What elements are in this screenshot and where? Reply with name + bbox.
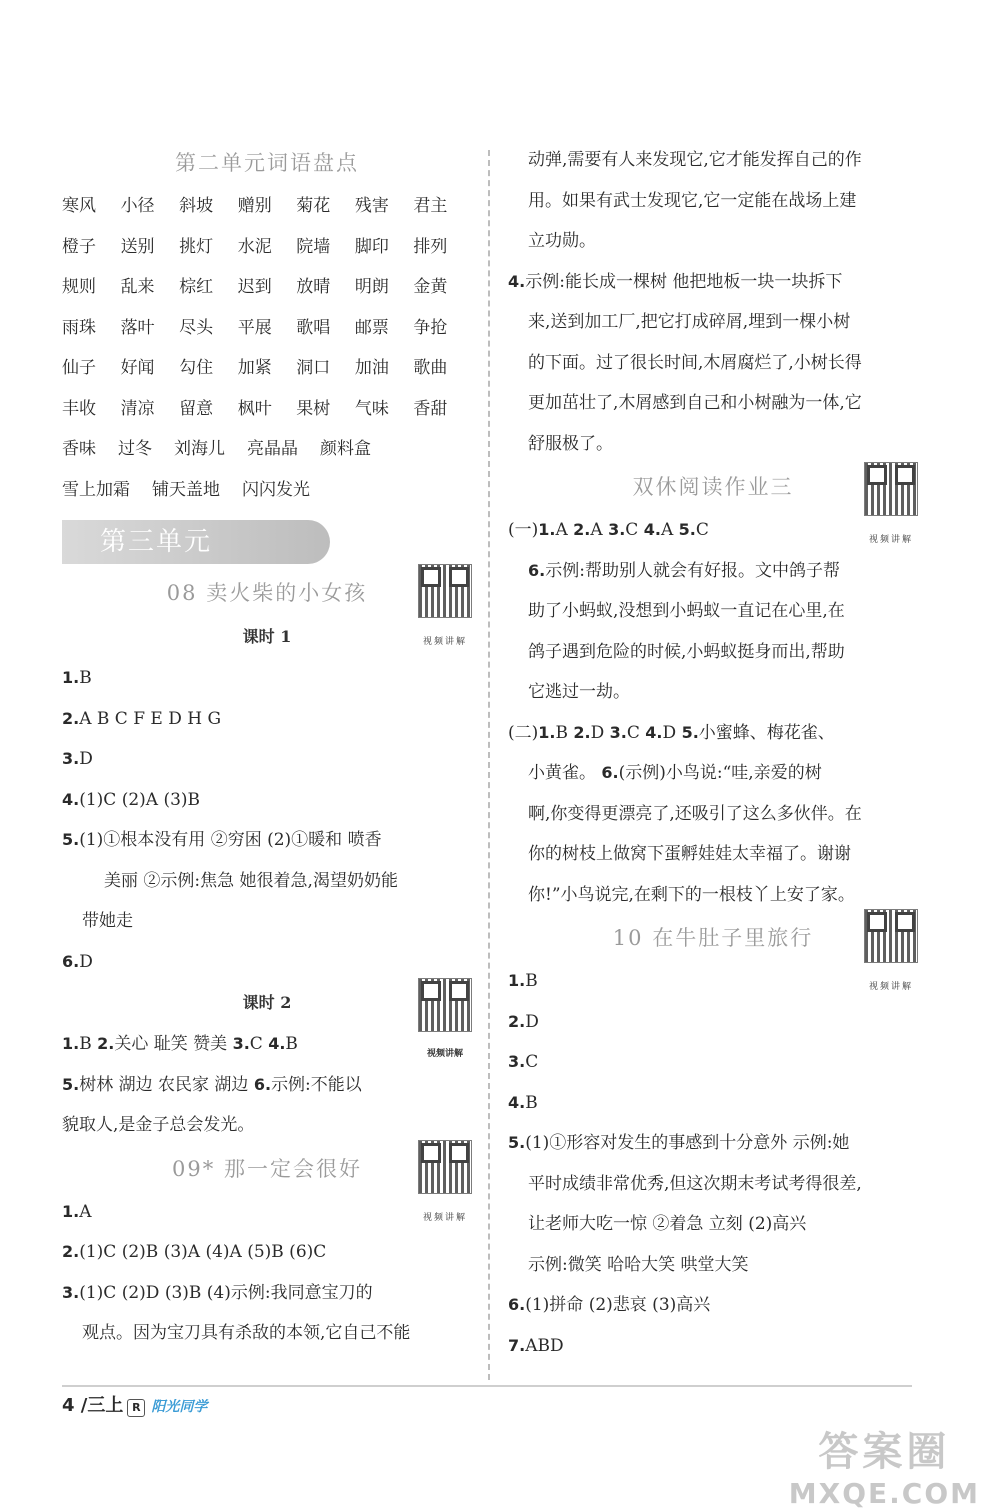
answer-text: (1)①根本没有用 ②穷困 (2)①暖和 喷香 bbox=[79, 830, 382, 850]
answer-number: 2. bbox=[508, 1011, 526, 1031]
vocab-word: 棕红 bbox=[179, 277, 214, 297]
answer-continuation: 啊,你变得更漂亮了,还吸引了这么多伙伴。在 bbox=[528, 803, 862, 824]
vocab-word: 洞口 bbox=[296, 358, 331, 378]
brand-logo: 阳光同学 bbox=[151, 1399, 208, 1415]
answer-continuation: 动弹,需要有人来发现它,它才能发挥自己的作 bbox=[528, 150, 862, 170]
vocab-word: 脚印 bbox=[354, 236, 389, 257]
lesson-title bbox=[508, 915, 918, 992]
answer-continuation: 平时成绩非常优秀,但这次期末考试考得很差, bbox=[528, 1173, 862, 1194]
answer-item bbox=[508, 753, 918, 794]
answer-text: ABD bbox=[525, 1335, 564, 1356]
answer-number: 3. bbox=[62, 749, 80, 768]
answer-text: D bbox=[590, 722, 610, 743]
answer-continuation: 助了小蚂蚁,没想到小蚂蚁一直记在心里,在 bbox=[528, 601, 845, 621]
answer-item bbox=[508, 1123, 918, 1164]
answer-number: 5. bbox=[508, 1133, 526, 1152]
answer-number: 7. bbox=[508, 1335, 526, 1355]
page-number: 4 /三上 bbox=[62, 1395, 124, 1416]
vocab-word: 气味 bbox=[354, 398, 389, 419]
lesson-title-text: 10 在牛肚子里旅行 bbox=[612, 926, 814, 950]
answer-text: C bbox=[249, 1034, 269, 1054]
vocab-word: 争抢 bbox=[413, 317, 448, 338]
vocab-word: 勾住 bbox=[179, 358, 214, 378]
vocab-word: 乱来 bbox=[120, 277, 155, 297]
answer-continuation: 立功勋。 bbox=[528, 231, 596, 251]
answer-text: (1)拼命 (2)悲哀 (3)高兴 bbox=[525, 1295, 711, 1315]
vocab-word: 邮票 bbox=[354, 317, 389, 338]
vocab-word: 迟到 bbox=[237, 277, 272, 297]
answer-number: 6. bbox=[62, 951, 80, 971]
answer-continuation: 美丽 ②示例:焦急 她很着急,渴望奶奶能 bbox=[104, 870, 398, 891]
vocab-word: 铺天盖地 bbox=[152, 479, 220, 500]
answer-number: 4. bbox=[62, 789, 80, 809]
qr-caption: 视频讲解 bbox=[422, 1212, 467, 1223]
vocab-word: 刘海儿 bbox=[174, 439, 225, 459]
vocab-word: 明朗 bbox=[354, 277, 389, 297]
answer-number: 6. bbox=[508, 1295, 526, 1314]
answer-continuation: 带她走 bbox=[82, 911, 133, 931]
answer-number: 2. bbox=[573, 520, 591, 539]
answer-continuation: 观点。因为宝刀具有杀敌的本领,它自己不能 bbox=[82, 1323, 411, 1343]
answer-number: 5. bbox=[678, 520, 696, 539]
answer-text: A bbox=[660, 520, 679, 540]
lesson-title bbox=[62, 1146, 472, 1223]
answer-text: D bbox=[79, 749, 93, 769]
vocab-word: 赠别 bbox=[237, 196, 272, 216]
vocab-word: 亮晶晶 bbox=[247, 439, 298, 459]
vocab-word: 斜坡 bbox=[179, 196, 214, 216]
vocab-word: 留意 bbox=[179, 398, 214, 419]
vocab-word: 果树 bbox=[296, 398, 331, 419]
answer-item bbox=[62, 699, 472, 740]
answer-text: 示例:能长成一棵树 他把地板一块一块拆下 bbox=[525, 271, 843, 292]
vocab-word: 雨珠 bbox=[62, 317, 96, 338]
qr-code-icon bbox=[864, 462, 918, 516]
answer-item bbox=[62, 1232, 472, 1273]
answer-number: 3. bbox=[232, 1034, 250, 1053]
answer-continuation: 它逃过一劫。 bbox=[528, 682, 630, 702]
answer-text: B bbox=[79, 668, 92, 688]
answer-number: 3. bbox=[62, 1282, 80, 1302]
period-title-text: 课时 2 bbox=[242, 993, 292, 1012]
vocab-title: 第二单元词语盘点 bbox=[175, 151, 359, 175]
vocab-word: 枫叶 bbox=[237, 398, 272, 419]
lesson-title-text: 08 卖火柴的小女孩 bbox=[166, 581, 368, 605]
answer-text: 关心 耻笑 赞美 bbox=[114, 1034, 233, 1054]
vocab-word: 院墙 bbox=[296, 236, 331, 257]
answer-text: (1)①形容对发生的事感到十分意外 示例:她 bbox=[525, 1133, 850, 1153]
qr-code[interactable] bbox=[418, 1140, 472, 1241]
answer-item bbox=[508, 1083, 918, 1124]
answer-text: B bbox=[285, 1034, 298, 1054]
answer-number: 4. bbox=[643, 520, 661, 539]
left-column bbox=[62, 140, 472, 1354]
answer-number: 2. bbox=[573, 722, 591, 742]
part-label: (一) bbox=[508, 520, 539, 540]
answer-text: 树林 湖边 农民家 湖边 bbox=[79, 1074, 254, 1095]
answer-text: B bbox=[525, 1092, 538, 1113]
period-title: 课时 1 bbox=[242, 627, 292, 646]
answer-item bbox=[62, 942, 472, 983]
answer-number: 4. bbox=[645, 722, 663, 742]
answer-continuation: 的下面。过了很长时间,木屑腐烂了,小树长得 bbox=[528, 352, 862, 373]
vocab-word: 加紧 bbox=[237, 358, 272, 378]
vocab-word: 过冬 bbox=[118, 439, 152, 459]
answer-number: 3. bbox=[508, 1052, 526, 1071]
answer-list bbox=[62, 658, 472, 861]
vocab-word: 加油 bbox=[354, 358, 389, 378]
answer-number: 4. bbox=[508, 271, 526, 291]
qr-code-icon bbox=[418, 1140, 472, 1194]
vocab-word: 雪上加霜 bbox=[62, 479, 130, 500]
answer-item bbox=[508, 1326, 918, 1367]
qr-code[interactable] bbox=[864, 909, 918, 1010]
vocab-word: 好闻 bbox=[120, 358, 155, 378]
vocab-word: 清凉 bbox=[120, 398, 155, 419]
qr-code-icon bbox=[864, 909, 918, 963]
answer-number: 1. bbox=[62, 668, 80, 687]
answer-number: 1. bbox=[538, 722, 556, 742]
answer-continuation: 貌取人,是金子总会发光。 bbox=[62, 1115, 255, 1135]
vocab-word: 歌唱 bbox=[296, 317, 331, 338]
answer-list bbox=[62, 1192, 472, 1314]
answer-text: A B C F E D H G bbox=[79, 708, 222, 729]
answer-continuation: 鸽子遇到危险的时候,小蚂蚁挺身而出,帮助 bbox=[528, 641, 845, 662]
answer-item bbox=[508, 1002, 918, 1043]
answer-number: 5. bbox=[681, 722, 699, 742]
answer-number: 3. bbox=[609, 722, 627, 742]
vocab-word: 菊花 bbox=[296, 196, 331, 216]
answer-number: 1. bbox=[62, 1201, 80, 1221]
watermark-url: MXQE.COM bbox=[788, 1477, 980, 1510]
answer-continuation: 你的树枝上做窝下蛋孵娃娃太幸福了。谢谢 bbox=[528, 844, 851, 864]
answer-number: 1. bbox=[508, 971, 526, 990]
qr-code-icon bbox=[418, 978, 472, 1032]
vocab-row bbox=[62, 470, 472, 511]
right-column bbox=[508, 140, 918, 1366]
answer-text: A bbox=[590, 520, 609, 540]
vocab-word: 小径 bbox=[120, 196, 155, 216]
vocab-word: 颜料盒 bbox=[320, 439, 371, 459]
answer-item bbox=[508, 713, 918, 754]
answer-text: (示例)小鸟说:“哇,亲爱的树 bbox=[618, 763, 822, 783]
answer-text: C bbox=[695, 520, 709, 540]
vocab-word: 香味 bbox=[62, 439, 96, 459]
answer-continuation: 示例:微笑 哈哈大笑 哄堂大笑 bbox=[528, 1254, 749, 1275]
answer-number: 6. bbox=[528, 560, 546, 580]
qr-caption: 视频讲解 bbox=[868, 535, 913, 545]
answer-number: 1. bbox=[62, 1034, 80, 1053]
edition-badge: R bbox=[127, 1399, 145, 1417]
answer-continuation: 用。如果有武士发现它,它一定能在战场上建 bbox=[528, 190, 857, 211]
qr-code[interactable] bbox=[418, 978, 472, 1075]
vocab-word: 君主 bbox=[413, 196, 448, 216]
answer-item bbox=[508, 961, 918, 1002]
answer-item bbox=[508, 551, 918, 592]
vocab-word: 香甜 bbox=[413, 398, 448, 419]
answer-number: 3. bbox=[608, 520, 626, 539]
answer-item bbox=[62, 739, 472, 780]
answer-number: 2. bbox=[97, 1034, 115, 1053]
answer-item bbox=[62, 658, 472, 699]
answer-text: D bbox=[525, 1011, 539, 1032]
answer-item bbox=[508, 510, 918, 551]
answer-number: 2. bbox=[62, 1242, 80, 1261]
vocab-word: 金黄 bbox=[413, 277, 448, 297]
qr-caption: 视频讲解 bbox=[426, 1049, 463, 1059]
answer-continuation: 让老师大吃一惊 ②着急 立刻 (2)高兴 bbox=[528, 1214, 807, 1234]
part-label: (二) bbox=[508, 722, 539, 743]
vocab-word: 残害 bbox=[354, 196, 389, 216]
answer-text: D bbox=[79, 951, 93, 972]
qr-caption: 视频讲解 bbox=[868, 982, 913, 992]
vocab-word: 仙子 bbox=[62, 358, 96, 378]
answer-text: D bbox=[662, 722, 682, 743]
vocab-row bbox=[62, 429, 472, 470]
lesson-title-text: 09* 那一定会很好 bbox=[172, 1156, 362, 1181]
answer-text: 示例:不能以 bbox=[271, 1074, 362, 1095]
answer-number: 4. bbox=[268, 1034, 286, 1053]
vocab-word: 挑灯 bbox=[179, 236, 214, 257]
answer-continuation: 舒服极了。 bbox=[528, 433, 613, 454]
answer-text: (1)C (2)D (3)B (4)示例:我同意宝刀的 bbox=[79, 1282, 373, 1303]
answer-text: B bbox=[555, 722, 574, 743]
answer-continuation: 更加茁壮了,木屑感到自己和小树融为一体,它 bbox=[528, 393, 862, 413]
answer-number: 6. bbox=[253, 1074, 272, 1094]
answer-item bbox=[62, 780, 472, 821]
answer-item bbox=[62, 1192, 472, 1233]
vocab-word: 尽头 bbox=[179, 317, 214, 338]
answer-item bbox=[508, 262, 918, 303]
watermark-text: 答案圈 bbox=[818, 1429, 951, 1475]
qr-code[interactable] bbox=[864, 462, 918, 563]
vocab-word: 闪闪发光 bbox=[242, 479, 310, 500]
answer-text: B bbox=[525, 971, 538, 991]
site-watermark bbox=[789, 1420, 980, 1510]
answer-continuation: 你!”小鸟说完,在剩下的一根枝丫上安了家。 bbox=[528, 884, 855, 905]
answer-text: (1)C (2)A (3)B bbox=[79, 789, 201, 810]
answer-list bbox=[508, 961, 918, 1164]
vocab-word: 送别 bbox=[120, 236, 155, 257]
vocab-word: 平展 bbox=[237, 317, 272, 338]
answer-number: 2. bbox=[62, 708, 80, 728]
answer-text: (1)C (2)B (3)A (4)A (5)B (6)C bbox=[79, 1242, 327, 1262]
page-footer bbox=[62, 1385, 912, 1417]
qr-caption: 视频讲解 bbox=[422, 637, 467, 647]
answer-text: C bbox=[626, 722, 646, 743]
vocab-word: 丰收 bbox=[62, 398, 96, 419]
reading-title-text: 双休阅读作业三 bbox=[632, 475, 794, 499]
vocab-word: 落叶 bbox=[120, 317, 155, 338]
answer-item bbox=[62, 1024, 472, 1065]
vocab-grid bbox=[62, 186, 472, 429]
answer-number: 5. bbox=[62, 830, 80, 849]
answer-text: A bbox=[79, 1201, 92, 1222]
answer-item bbox=[62, 820, 472, 861]
column-divider bbox=[488, 150, 490, 1380]
vocab-word: 放晴 bbox=[296, 277, 331, 297]
vocab-word: 橙子 bbox=[62, 236, 96, 257]
answer-item bbox=[62, 1273, 472, 1314]
answer-text: 示例:帮助别人就会有好报。文中鸽子帮 bbox=[545, 560, 840, 581]
answer-item bbox=[62, 1065, 472, 1106]
vocab-word: 寒风 bbox=[62, 196, 96, 216]
answer-continuation: 来,送到加工厂,把它打成碎屑,埋到一棵小树 bbox=[528, 312, 851, 332]
answer-number: 4. bbox=[508, 1092, 526, 1112]
vocab-word: 歌曲 bbox=[413, 358, 448, 378]
vocab-word: 规则 bbox=[62, 277, 96, 297]
vocab-word: 排列 bbox=[413, 236, 448, 257]
answer-text: C bbox=[525, 1052, 539, 1072]
reading-title bbox=[508, 464, 918, 545]
answer-item bbox=[508, 1285, 918, 1326]
unit-banner: 第三单元 bbox=[62, 520, 330, 564]
answer-text: B bbox=[79, 1034, 98, 1054]
answer-text: C bbox=[625, 520, 644, 540]
answer-number: 6. bbox=[601, 763, 619, 782]
answer-text: 小黄雀。 bbox=[528, 763, 602, 783]
qr-code-icon bbox=[418, 564, 472, 618]
vocab-word: 水泥 bbox=[237, 236, 272, 257]
answer-item bbox=[508, 1042, 918, 1083]
answer-number: 1. bbox=[538, 520, 556, 539]
answer-number: 5. bbox=[62, 1074, 80, 1094]
answer-text: 小蜜蜂、梅花雀、 bbox=[698, 722, 835, 743]
answer-text: A bbox=[555, 520, 574, 540]
